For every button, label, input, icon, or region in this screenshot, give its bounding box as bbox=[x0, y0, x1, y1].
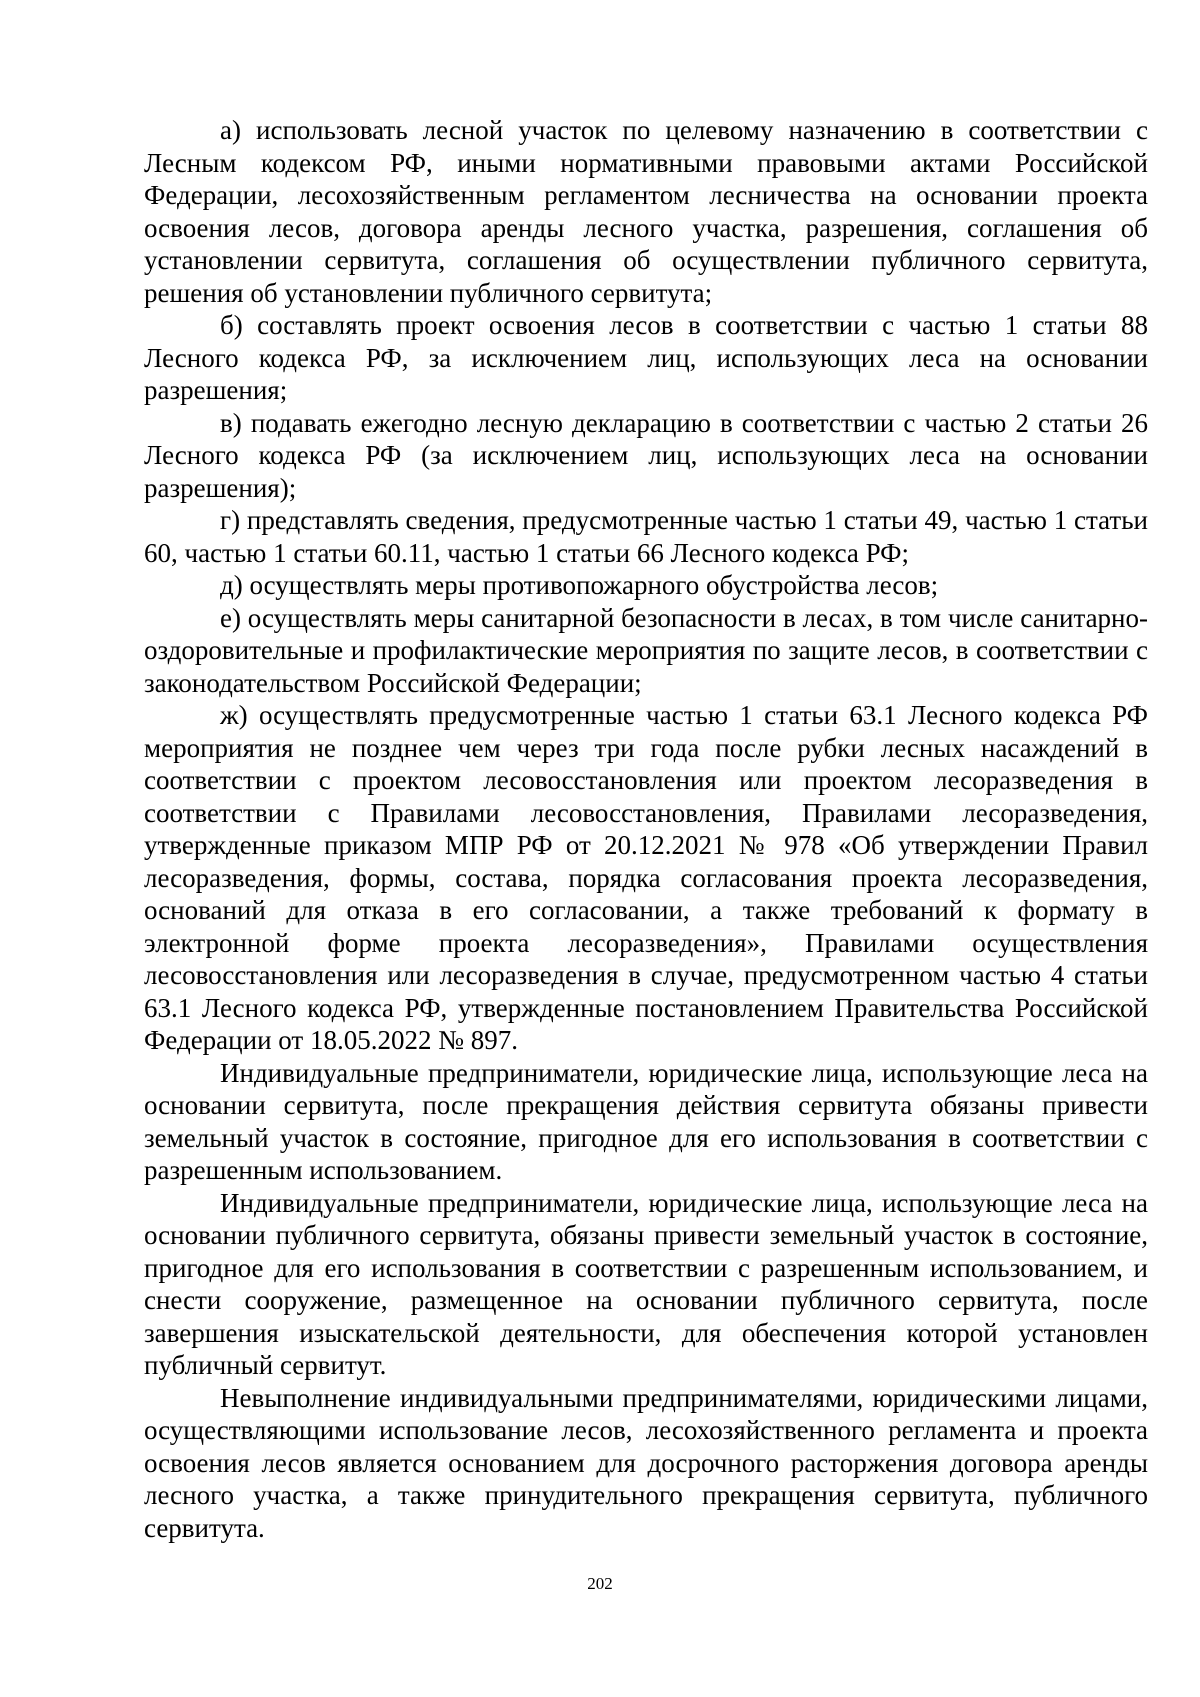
paragraph-non-compliance: Невыполнение индивидуальными предпринимателями, юридическими лицами, осуществляющими использование лесов, лесохозяйственного регламента и проекта освоения лесов является основанием для досрочного расторжения договора аренды лесного участка, а также принудительного прекращения сервитута, публичного сервитута. bbox=[144, 1382, 1148, 1543]
paragraph-obligation-a: а) использовать лесной участок по целевому назначению в соответствии с Лесным кодексом РФ, иными нормативными правовыми актами Российской Федерации, лесохозяйственным регламентом лесничества на основании проекта освоения лесов, договора аренды лесного участка, разрешения, соглашения об установлении сервитута, соглашения об осуществлении публичного сервитута, решения об установлении публичного сервитута; bbox=[144, 115, 1148, 308]
paragraph-servitude: Индивидуальные предприниматели, юридические лица, использующие леса на основании сервитута, после прекращения действия сервитута обязаны привести земельный участок в состояние, пригодное для его использования в соответствии с разрешенным использованием. bbox=[144, 1057, 1148, 1185]
paragraph-obligation-v: в) подавать ежегодно лесную декларацию в соответствии с частью 2 статьи 26 Лесного кодекса РФ (за исключением лиц, использующих леса на основании разрешения); bbox=[144, 407, 1148, 503]
paragraph-obligation-d: д) осуществлять меры противопожарного обустройства лесов; bbox=[220, 570, 939, 600]
paragraph-obligation-zh: ж) осуществлять предусмотренные частью 1 статьи 63.1 Лесного кодекса РФ мероприятия не позднее чем через три года после рубки лесных насаждений в соответствии с проектом лесовосстановления или проектом лесоразведения в соответствии с Правилами лесовосстановления, Правилами лесоразведения, утвержденные приказом МПР РФ от 20.12.2021 № 978 «Об утверждении Правил лесоразведения, формы, состава, порядка согласования проекта лесоразведения, оснований для отказа в его согласовании, а также требований к формату в электронной форме проекта лесоразведения», Правилами осуществления лесовосстановления или лесоразведения в случае, предусмотренном частью 4 статьи 63.1 Лесного кодекса РФ, утвержденные постановлением Правительства Российской Федерации от 18.05.2022 № 897. bbox=[144, 700, 1148, 1055]
paragraph-public-servitude: Индивидуальные предприниматели, юридические лица, использующие леса на основании публичного сервитута, обязаны привести земельный участок в состояние, пригодное для его использования в соответствии с разрешенным использованием, и снести сооружение, размещенное на основании публичного сервитута, после завершения изыскательской деятельности, для обеспечения которой установлен публичный сервитут. bbox=[144, 1187, 1148, 1380]
paragraph-obligation-g: г) представлять сведения, предусмотренные частью 1 статьи 49, частью 1 статьи 60, частью 1 статьи 60.11, частью 1 статьи 66 Лесного кодекса РФ; bbox=[144, 505, 1148, 568]
paragraph-obligation-b: б) составлять проект освоения лесов в соответствии с частью 1 статьи 88 Лесного кодекса РФ, за исключением лиц, использующих леса на основании разрешения; bbox=[144, 310, 1148, 405]
page-number: 202 bbox=[587, 1574, 613, 1593]
paragraph-obligation-e: е) осуществлять меры санитарной безопасности в лесах, в том числе санитарно-оздоровительные и профилактические мероприятия по защите лесов, в соответствии с законодательством Российской Федерации; bbox=[144, 602, 1148, 698]
document-body bbox=[144, 114, 1148, 1544]
